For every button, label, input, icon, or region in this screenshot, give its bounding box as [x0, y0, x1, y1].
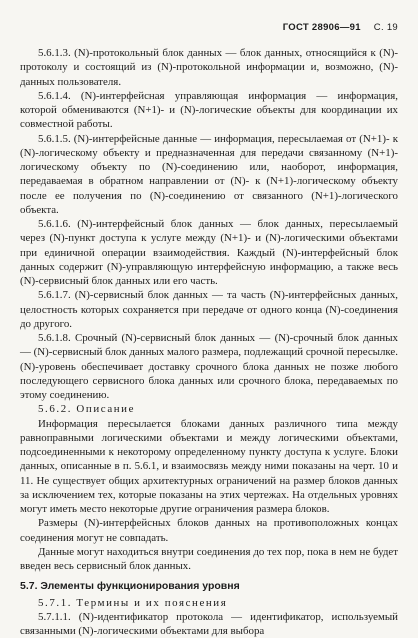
- paragraph-5-7-1-1: 5.7.1.1. (N)-идентификатор протокола — идентификатор, используемый связанными (N)-логическими объектами для выбора: [20, 610, 398, 637]
- paragraph-5-6-1-4: 5.6.1.4. (N)-интерфейсная управляющая информация — информация, которой обмениваются (N+1)- и (N)-логические объекты для координации их совместной работы.: [20, 89, 398, 131]
- paragraph-5-6-1-7: 5.6.1.7. (N)-сервисный блок данных — та часть (N)-интерфейсных данных, целостность которых сохраняется при передаче от одного конца (N)-соединения до другого.: [20, 289, 398, 330]
- paragraph-data-in-connection: Данные могут находиться внутри соединения до тех пор, пока в нем не будет введен весь сервисный блок данных.: [20, 545, 398, 572]
- page-number: С. 19: [373, 22, 398, 33]
- paragraph-5-6-1-5: 5.6.1.5. (N)-интерфейсные данные — информация, пересылаемая от (N+1)- к (N)-логическому объекту и предназначенная для передачи связанному (N+1)-логическому объекту по (N)-соединению или, наоборот, информация, передаваемая в обратном направлении от (N)- к (N+1)-логическому объекту после ее получения по (N)-соединению от связанного (N+1)-логического объекта.: [20, 132, 398, 216]
- paragraph-description: Информация пересылается блоками данных различного типа между равноправными логическими объектами и между логическими объектами, подсоединенными к некоторому определенному пункту доступа к услуге. Блоки данных, описанные в п. 5.6.1, и взаимосвязь между ними показаны на черт. 10 и 11. Не существует общих архитектурных ограничений на размер блоков данных за исключением тех, которые показаны на этих чертежах. На отдельных уровнях могут иметь место некоторые другие ограничения размера блоков.: [20, 417, 398, 515]
- standard-title: ГОСТ 28906—91: [282, 22, 361, 33]
- paragraph-5-6-1-3: 5.6.1.3. (N)-протокольный блок данных — блок данных, относящийся к (N)-протоколу и состоящий из (N)-протокольной информации и, возможно, (N)-данных пользователя.: [20, 47, 398, 88]
- subsection-heading-5-7-1: 5.7.1. Термины и их пояснения: [38, 596, 228, 609]
- paragraph-5-6-1-8: 5.6.1.8. Срочный (N)-сервисный блок данных — (N)-срочный блок данных — (N)-сервисный блок данных малого размера, подлежащий срочной пересылке. (N)-уровень обеспечивает доставку срочного блока данных не позже любого последующего сервисного блока данных или срочного блока, передаваемых по этому соединению.: [20, 332, 398, 401]
- paragraph-interface-sizes: Размеры (N)-интерфейсных блоков данных на противоположных концах соединения могут не совпадать.: [20, 517, 398, 544]
- paragraph-5-6-1-6: 5.6.1.6. (N)-интерфейсный блок данных — блок данных, пересылаемый через (N)-пункт доступа к услуге между (N+1)- и (N)-логическими объектами при единичной операции взаимодействия. Каждый (N)-интерфейсный блок данных содержит (N)-управляющую интерфейсную информацию, а также весь (N)-сервисный блок данных или его часть.: [20, 218, 398, 287]
- page-header: [283, 22, 398, 33]
- document-body: [20, 46, 398, 638]
- subsection-heading-5-6-2: 5.6.2. Описание: [38, 403, 136, 416]
- section-heading-5-7: 5.7. Элементы функционирования уровня: [20, 580, 240, 593]
